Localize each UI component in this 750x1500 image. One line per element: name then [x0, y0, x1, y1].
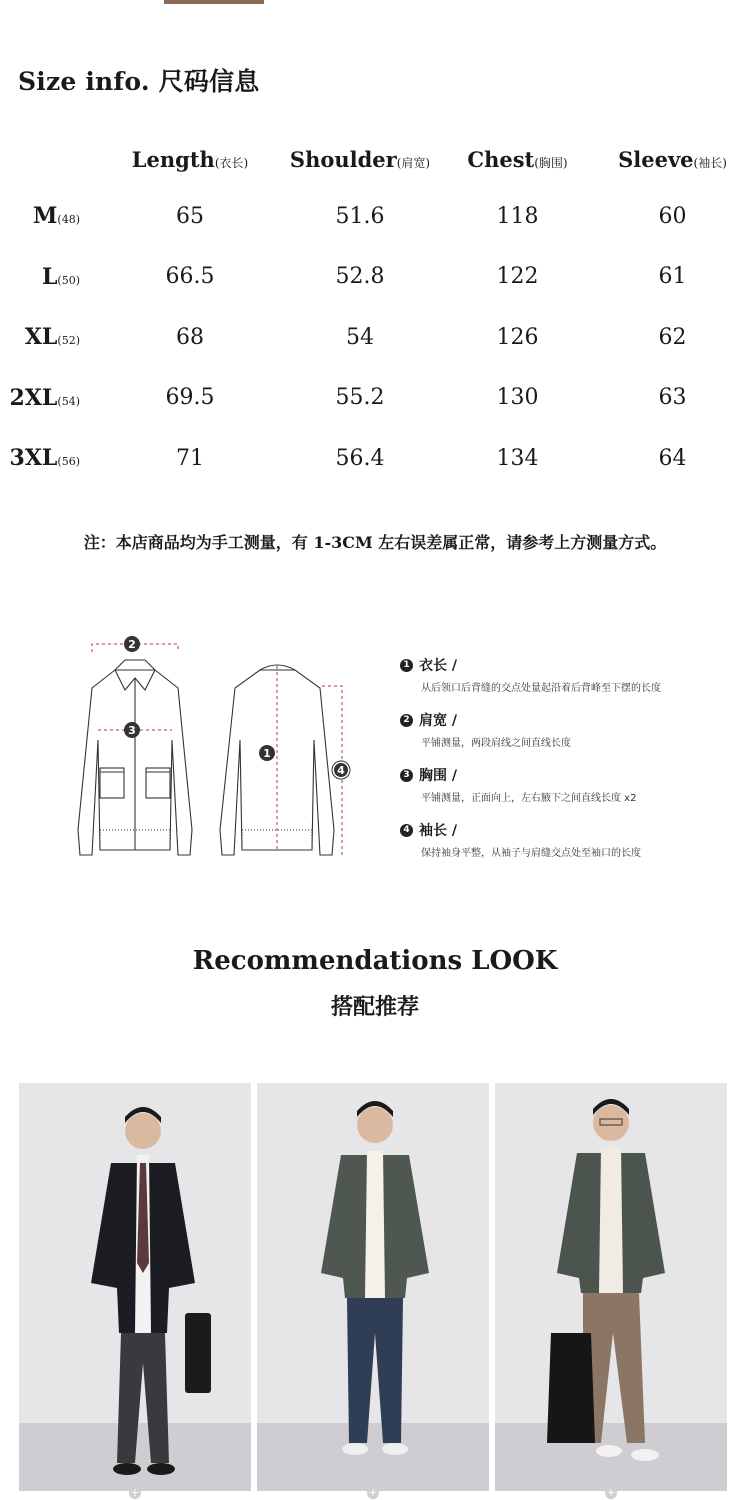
cell-chest: 118 — [496, 203, 539, 229]
number-badge-icon: 1 — [400, 659, 413, 672]
cell-shoulder: 56.4 — [335, 445, 385, 471]
plus-icon[interactable]: + — [368, 1486, 378, 1499]
number-badge-icon: 2 — [400, 714, 413, 727]
size-label: 3XL(56) — [9, 445, 80, 472]
cell-chest: 130 — [496, 385, 539, 411]
cell-length: 65 — [176, 203, 204, 229]
cell-sleeve: 62 — [658, 324, 687, 350]
legend-item: 3 胸围 / 平铺测量，正面向上，左右腋下之间直线长度 x2 — [400, 765, 730, 804]
table-row — [0, 186, 750, 247]
top-image-edge — [164, 0, 264, 4]
col-sleeve: Sleeve(袖长) — [618, 146, 727, 172]
svg-text:3: 3 — [128, 724, 136, 737]
measurement-diagram — [70, 630, 360, 870]
recommend-title-zh: 搭配推荐 — [330, 994, 419, 1020]
legend-item: 2 肩宽 / 平铺测量，两段肩线之间直线长度 — [400, 710, 730, 749]
outfit-photo-3[interactable] — [495, 1083, 727, 1491]
legend-item: 1 衣长 / 从后领口后背缝的交点处量起沿着后背峰至下摆的长度 — [400, 655, 730, 694]
number-badge-icon: 4 — [400, 824, 413, 837]
svg-text:1: 1 — [263, 747, 271, 760]
cell-length: 69.5 — [165, 385, 215, 411]
table-row — [0, 368, 750, 429]
page-title: Size info. 尺码信息 — [18, 67, 260, 96]
cell-shoulder: 55.2 — [335, 385, 385, 411]
recommend-title-en: Recommendations LOOK — [192, 946, 558, 976]
measurement-note: 注：本店商品均为手工测量，有 1-3CM 左右误差属正常，请参考上方测量方式。 — [83, 533, 667, 552]
plus-icon[interactable]: + — [606, 1486, 616, 1499]
plus-icon[interactable]: + — [130, 1486, 140, 1499]
outfit-photo-2[interactable] — [257, 1083, 489, 1491]
cell-length: 71 — [176, 445, 204, 471]
table-row — [0, 307, 750, 368]
cell-sleeve: 64 — [658, 445, 687, 471]
measurement-legend — [400, 655, 730, 875]
size-label: L(50) — [41, 263, 80, 290]
cell-length: 68 — [176, 324, 204, 350]
svg-text:4: 4 — [337, 764, 345, 777]
cell-sleeve: 63 — [658, 385, 687, 411]
cell-chest: 122 — [496, 264, 539, 290]
table-row — [0, 247, 750, 308]
col-length: Length(衣长) — [131, 146, 249, 172]
col-chest: Chest(胸围) — [467, 146, 568, 172]
cell-sleeve: 61 — [658, 264, 687, 290]
size-table — [0, 132, 750, 489]
col-shoulder: Shoulder(肩宽) — [289, 146, 431, 172]
svg-text:2: 2 — [128, 638, 136, 651]
cell-length: 66.5 — [165, 264, 215, 290]
cell-shoulder: 52.8 — [335, 264, 385, 290]
size-label: XL(52) — [24, 324, 80, 351]
number-badge-icon: 3 — [400, 769, 413, 782]
table-row — [0, 428, 750, 489]
outfit-photo-1[interactable] — [19, 1083, 251, 1491]
cell-chest: 134 — [496, 445, 539, 471]
cell-shoulder: 54 — [346, 324, 374, 350]
cell-chest: 126 — [496, 324, 539, 350]
cell-sleeve: 60 — [658, 203, 687, 229]
size-label: M(48) — [33, 203, 80, 230]
cell-shoulder: 51.6 — [335, 203, 385, 229]
size-label: 2XL(54) — [9, 384, 80, 411]
legend-item: 4 袖长 / 保持袖身平整，从袖子与肩缝交点处至袖口的长度 — [400, 820, 730, 859]
size-table-header — [0, 132, 750, 186]
